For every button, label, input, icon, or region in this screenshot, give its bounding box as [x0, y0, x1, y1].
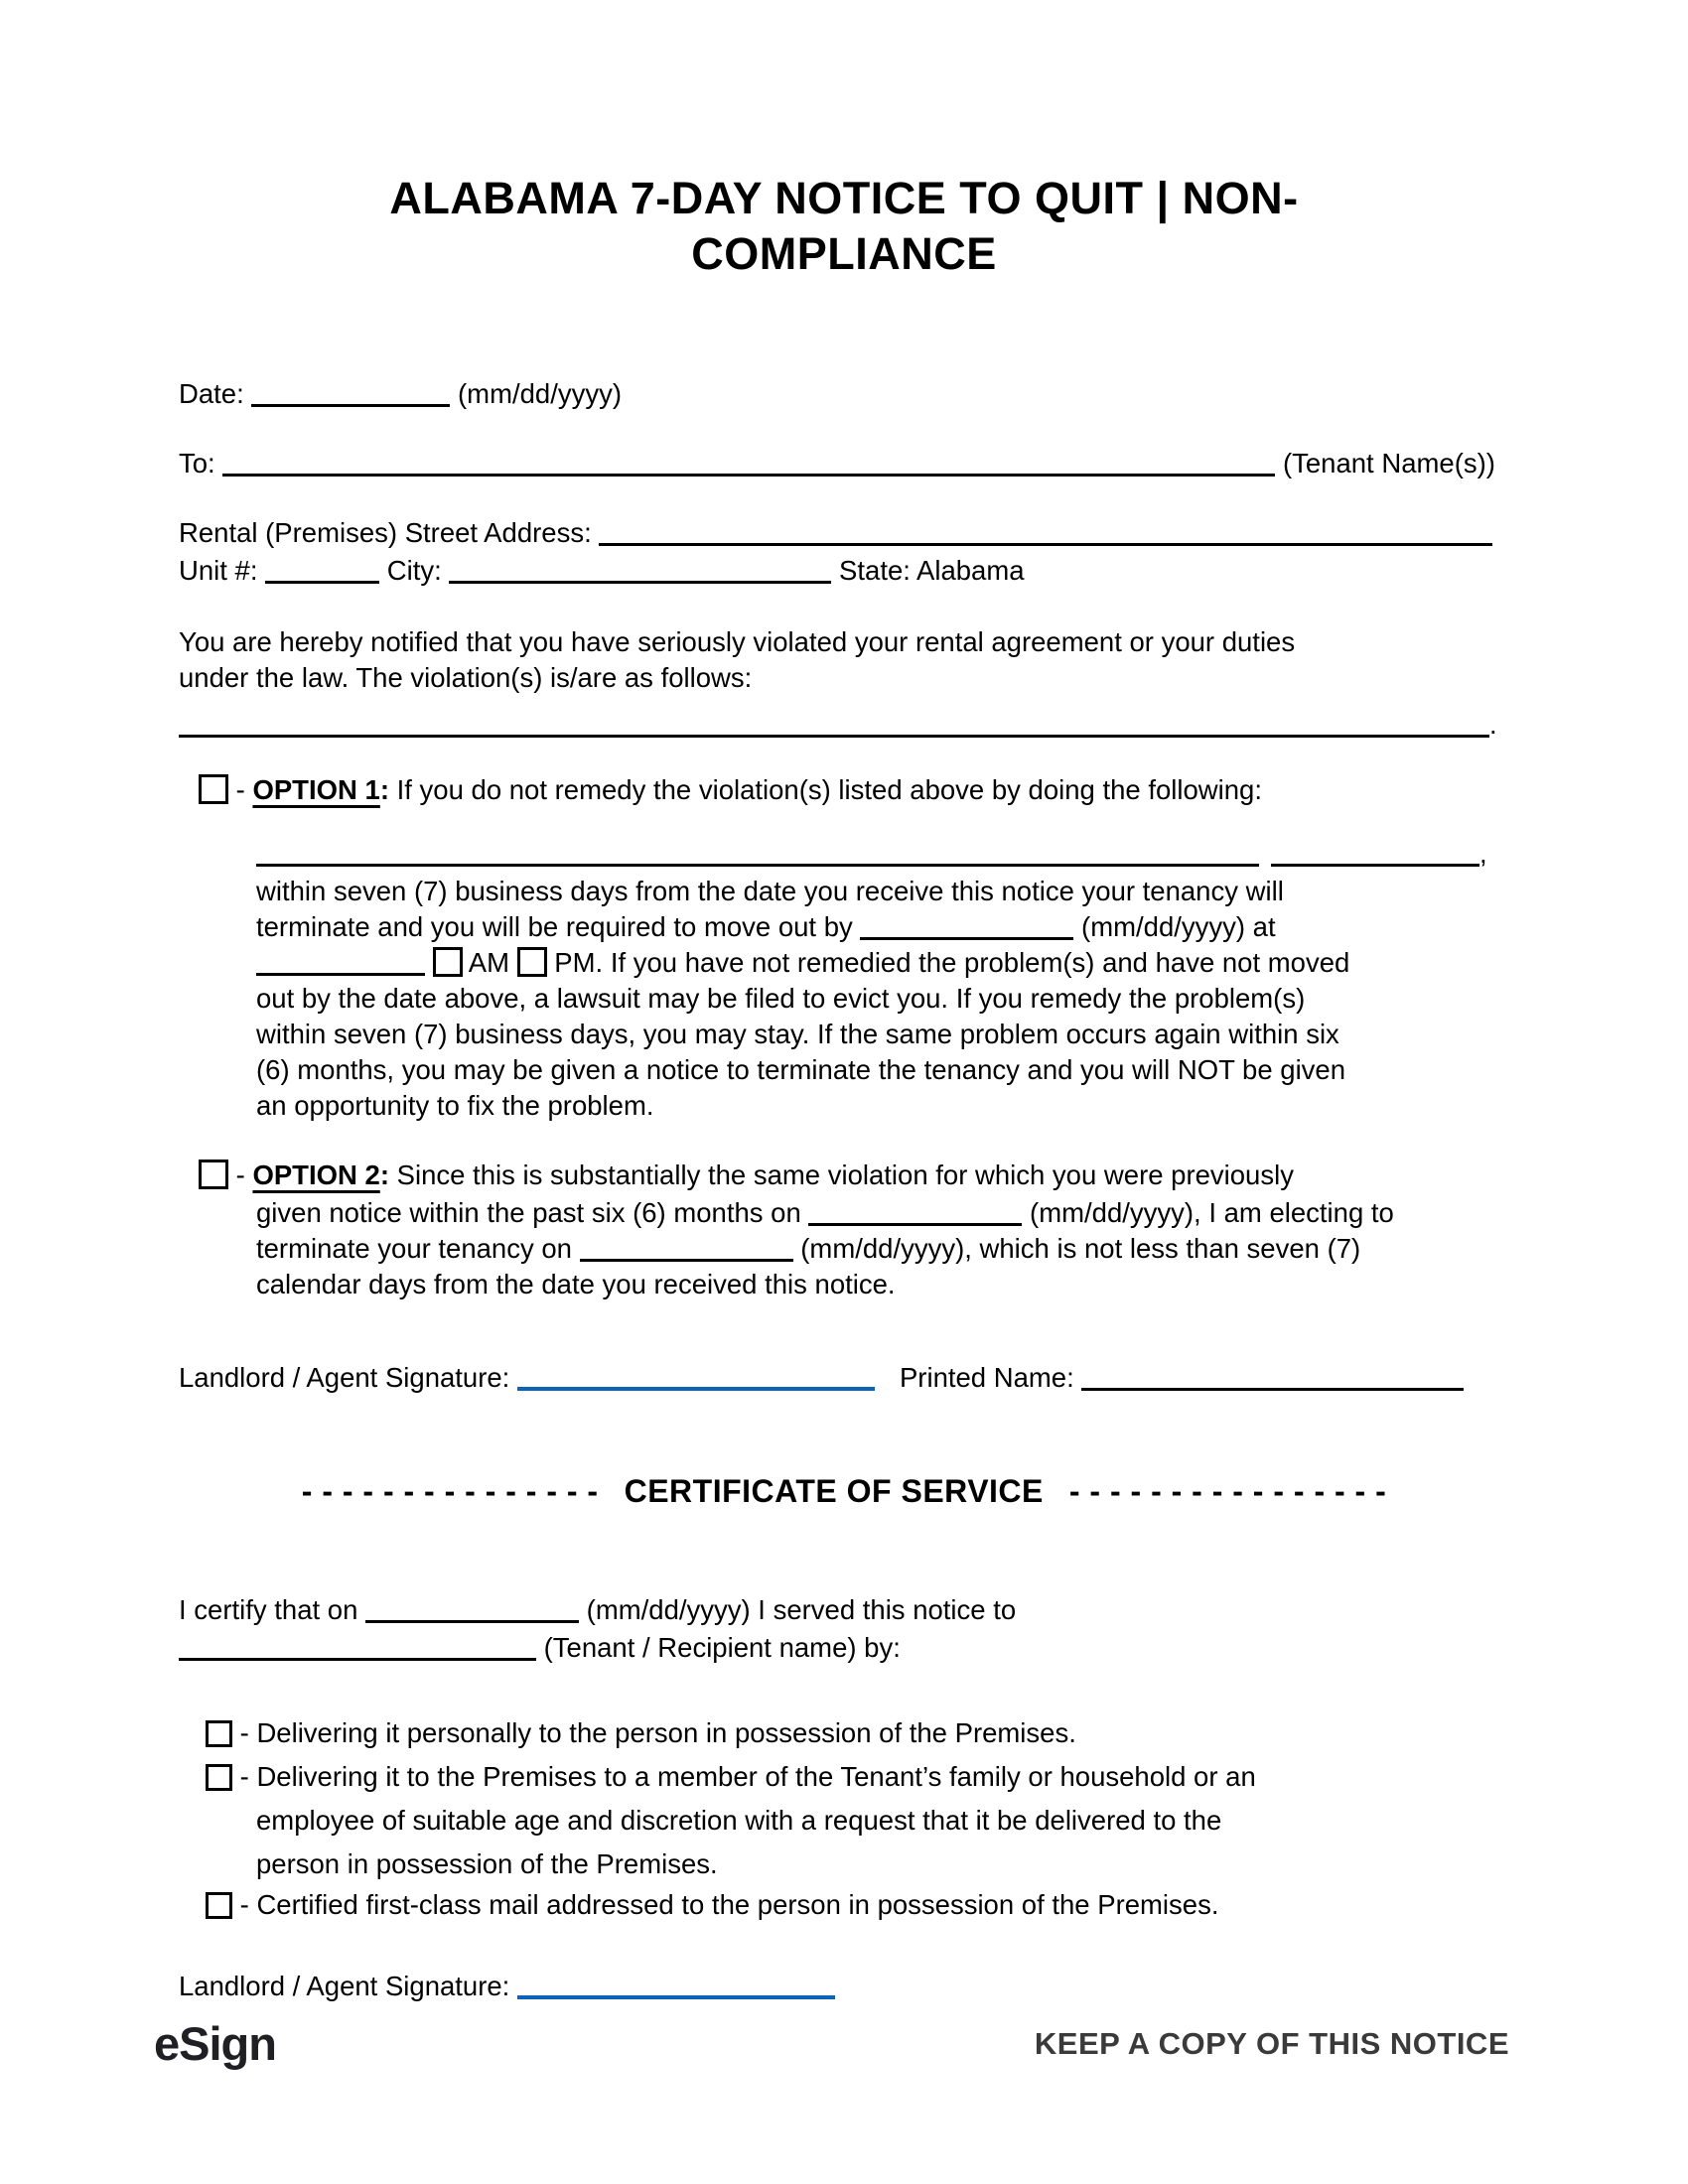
text-segment: Rental (Premises) Street Address:: [179, 517, 600, 548]
option2-label-row: [179, 1158, 1509, 1193]
pm-checkbox[interactable]: [517, 947, 547, 977]
page-title-line-2: COMPLIANCE: [691, 228, 997, 279]
certified-mail-checkbox[interactable]: [206, 1892, 232, 1919]
text-segment: [425, 947, 433, 978]
bold-text-segment: CERTIFICATE OF SERVICE: [624, 1473, 1044, 1509]
text-segment: -: [228, 774, 253, 805]
tenant-names-field[interactable]: [222, 452, 1275, 477]
text-segment: State: Alabama: [831, 555, 1025, 586]
text-segment: I certify that on: [179, 1594, 366, 1625]
page-title: [179, 0, 1509, 282]
service-method-3: [179, 1887, 1509, 1923]
esign-logo: eSign: [154, 2017, 276, 2070]
violation-blank-row: [179, 707, 1509, 743]
unit-city-state-row: [179, 553, 1509, 589]
option1-line-1: [179, 874, 1509, 909]
document-body: [179, 376, 1509, 2004]
option1-line-7: [179, 1088, 1509, 1124]
text-segment: - - - - - - - - - - - - - - - -: [1068, 1473, 1387, 1509]
landlord-signature-row: [179, 1360, 1509, 1396]
page-footer: [154, 2016, 1509, 2071]
to-row: [179, 446, 1509, 481]
option1-line-5: [179, 1017, 1509, 1052]
text-segment: - Certified first-class mail addressed to the person in possession of the Premises.: [232, 1889, 1219, 1920]
service-method-2-line-2: [179, 1803, 1509, 1839]
text-segment: terminate and you will be required to move out by: [256, 911, 861, 942]
keep-copy-notice: KEEP A COPY OF THIS NOTICE: [1034, 2025, 1509, 2061]
option1-line-4: [179, 981, 1509, 1017]
text-segment: given notice within the past six (6) months on: [256, 1197, 809, 1228]
personal-delivery-checkbox[interactable]: [206, 1720, 232, 1747]
page-title-line-1: ALABAMA 7-DAY NOTICE TO QUIT | NON-: [389, 173, 1299, 223]
bold-text-segment: :: [379, 1160, 389, 1190]
text-segment: (mm/dd/yyyy), I am electing to: [1022, 1197, 1394, 1228]
option2-line-3: [179, 1231, 1509, 1267]
text-segment: (Tenant Name(s)): [1275, 448, 1495, 478]
remedy-action-2-field[interactable]: [1271, 842, 1479, 867]
text-segment: If you do not remedy the violation(s) listed above by doing the following:: [388, 774, 1262, 805]
text-segment: - Delivering it to the Premises to a member of the Tenant’s family or household or an: [232, 1761, 1256, 1792]
text-segment: (mm/dd/yyyy) at: [1073, 911, 1276, 942]
remedy-action-field[interactable]: [256, 842, 1259, 867]
move-out-time-field[interactable]: [256, 951, 425, 976]
option-label: OPTION 2: [252, 1160, 380, 1190]
unit-field[interactable]: [265, 559, 379, 584]
option2-line-2: [179, 1195, 1509, 1231]
option1-line-2: [179, 909, 1509, 945]
bold-text-segment: :: [379, 774, 389, 805]
text-segment: Date:: [179, 378, 252, 409]
violations-field[interactable]: [179, 713, 1489, 738]
certify-line-2: [179, 1630, 1509, 1666]
am-checkbox[interactable]: [433, 947, 463, 977]
option2-line-4: [179, 1267, 1509, 1302]
text-segment: Unit #:: [179, 555, 266, 586]
final-signature-row: [179, 1969, 1509, 2004]
text-segment: Landlord / Agent Signature:: [179, 1362, 517, 1393]
option1-label-row: [179, 772, 1509, 808]
intro-line-2: [179, 660, 1509, 696]
service-method-1: [179, 1715, 1509, 1751]
text-segment: -: [228, 1160, 253, 1190]
intro-line-1: [179, 624, 1509, 660]
text-segment: calendar days from the date you received this notice.: [256, 1269, 896, 1299]
text-segment: an opportunity to fix the problem.: [256, 1090, 654, 1121]
city-field[interactable]: [449, 559, 831, 584]
text-segment: AM: [462, 947, 517, 978]
certify-line-1: [179, 1592, 1509, 1628]
text-segment: City:: [379, 555, 450, 586]
text-segment: ,: [1479, 838, 1487, 869]
text-segment: PM. If you have not remedied the problem(s) and have not moved: [546, 947, 1350, 978]
text-segment: Landlord / Agent Signature:: [179, 1971, 517, 2001]
move-out-date-field[interactable]: [860, 915, 1073, 940]
text-segment: person in possession of the Premises.: [256, 1848, 718, 1879]
text-segment: (6) months, you may be given a notice to terminate the tenancy and you will NOT be given: [256, 1054, 1346, 1085]
date-field[interactable]: [251, 382, 450, 407]
option2-checkbox[interactable]: [199, 1160, 228, 1189]
text-segment: Printed Name:: [899, 1362, 1082, 1393]
text-segment: within seven (7) business days from the date you receive this notice your tenancy will: [256, 876, 1284, 906]
option1-blank-row: [179, 836, 1509, 872]
text-segment: - Delivering it personally to the person in possession of the Premises.: [232, 1717, 1076, 1748]
text-segment: (Tenant / Recipient name) by:: [536, 1632, 901, 1663]
option1-line-3: [179, 945, 1509, 981]
text-segment: You are hereby notified that you have seriously violated your rental agreement or your duties: [179, 626, 1296, 657]
text-segment: To:: [179, 448, 223, 478]
date-row: [179, 376, 1509, 412]
rental-address-row: [179, 515, 1509, 551]
previous-notice-date-field[interactable]: [808, 1201, 1022, 1226]
street-address-field[interactable]: [599, 521, 1492, 546]
landlord-signature-field[interactable]: [517, 1365, 875, 1391]
option-label: OPTION 1: [252, 774, 380, 805]
termination-date-field[interactable]: [580, 1237, 793, 1262]
recipient-name-field[interactable]: [179, 1636, 536, 1661]
text-segment: within seven (7) business days, you may stay. If the same problem occurs again within six: [256, 1019, 1339, 1049]
family-delivery-checkbox[interactable]: [206, 1764, 232, 1791]
text-segment: Since this is substantially the same violation for which you were previously: [388, 1160, 1294, 1190]
service-method-2-line-1: [179, 1759, 1509, 1795]
text-segment: under the law. The violation(s) is/are as follows:: [179, 662, 753, 693]
text-segment: (mm/dd/yyyy) I served this notice to: [579, 1594, 1017, 1625]
service-method-2-line-3: [179, 1846, 1509, 1882]
text-segment: - - - - - - - - - - - - - - -: [301, 1473, 599, 1509]
certificate-of-service-heading: [179, 1471, 1509, 1511]
text-segment: employee of suitable age and discretion with a request that it be delivered to the: [256, 1805, 1222, 1836]
service-date-field[interactable]: [365, 1598, 579, 1623]
landlord-signature-2-field[interactable]: [517, 1974, 835, 1999]
text-segment: (mm/dd/yyyy), which is not less than seven (7): [792, 1233, 1361, 1264]
text-segment: (mm/dd/yyyy): [450, 378, 623, 409]
text-segment: terminate your tenancy on: [256, 1233, 580, 1264]
printed-name-field[interactable]: [1081, 1366, 1464, 1391]
text-segment: .: [1489, 709, 1497, 740]
option1-line-6: [179, 1052, 1509, 1088]
option1-checkbox[interactable]: [199, 774, 228, 804]
text-segment: out by the date above, a lawsuit may be filed to evict you. If you remedy the problem(s): [256, 983, 1306, 1014]
